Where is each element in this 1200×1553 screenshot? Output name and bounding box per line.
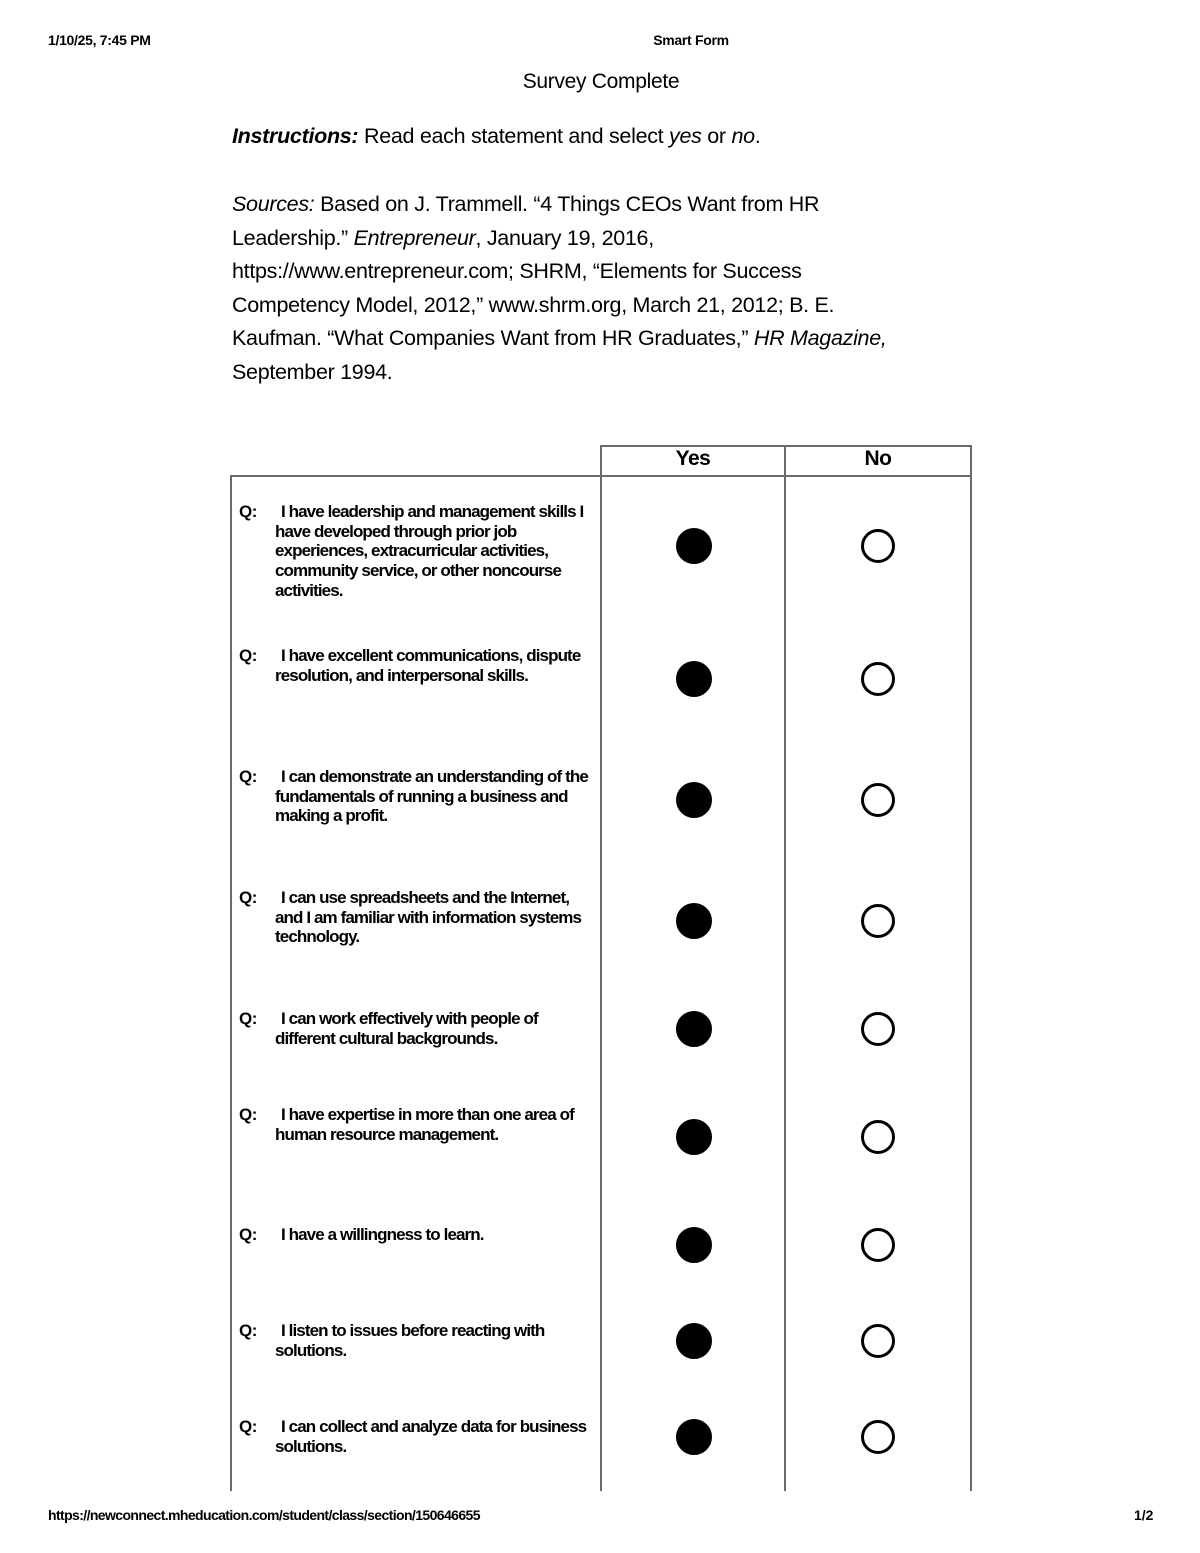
- print-datetime: 1/10/25, 7:45 PM: [48, 32, 151, 48]
- question-text: I have a willingness to learn.: [281, 1225, 484, 1244]
- instructions-mid: or: [701, 124, 732, 148]
- sources-line: Leadership.”: [232, 225, 348, 250]
- radio-yes[interactable]: [676, 903, 712, 939]
- sources-line: Competency Model, 2012,” www.shrm.org, March 21, 2012; B. E.: [232, 292, 835, 317]
- question-prefix: Q:: [239, 1417, 257, 1436]
- table-line: [600, 445, 602, 1491]
- sources-journal: Entrepreneur: [353, 225, 476, 250]
- radio-yes[interactable]: [676, 661, 712, 697]
- column-header-yes: Yes: [675, 447, 711, 470]
- page-title: Survey Complete: [522, 70, 680, 93]
- question-prefix: Q:: [239, 502, 257, 521]
- radio-no[interactable]: [861, 662, 895, 696]
- radio-no[interactable]: [861, 1228, 895, 1262]
- question-text: I have leadership and management skills I have developed through prior job experiences, extracurricular activities, community service, or other noncourse activities.: [275, 502, 584, 600]
- instructions-text: Read each statement and select: [358, 124, 670, 148]
- radio-no[interactable]: [861, 1120, 895, 1154]
- sources-journal: HR Magazine,: [753, 326, 887, 350]
- radio-yes[interactable]: [676, 1227, 712, 1263]
- sources-line: September 1994.: [232, 359, 393, 384]
- question-prefix: Q:: [239, 767, 257, 786]
- question-prefix: Q:: [239, 1009, 257, 1028]
- question-prefix: Q:: [239, 1105, 257, 1124]
- radio-no[interactable]: [861, 529, 895, 563]
- table-line: [970, 445, 972, 1491]
- instructions: [232, 124, 992, 149]
- radio-yes[interactable]: [676, 782, 712, 818]
- print-url: https://newconnect.mheducation.com/student/class/section/150646655: [48, 1507, 480, 1523]
- radio-yes[interactable]: [676, 1419, 712, 1455]
- question-text: I listen to issues before reacting with solutions.: [275, 1321, 545, 1360]
- column-header-no: No: [864, 447, 892, 470]
- instructions-no: no: [731, 124, 755, 148]
- question-text: I can use spreadsheets and the Internet, and I am familiar with information systems technology.: [275, 888, 582, 947]
- instructions-label: Instructions:: [232, 124, 359, 148]
- question-prefix: Q:: [239, 1225, 257, 1244]
- question-text: I can collect and analyze data for business solutions.: [275, 1417, 587, 1456]
- sources-line: , January 19, 2016,: [475, 225, 654, 250]
- sources-line: Based on J. Trammell. “4 Things CEOs Want from HR: [314, 192, 820, 216]
- sources-line: https://www.entrepreneur.com; SHRM, “Elements for Success: [232, 259, 802, 283]
- question-prefix: Q:: [239, 888, 257, 907]
- instructions-end: .: [754, 124, 761, 148]
- table-line: [230, 475, 232, 1491]
- question-text: I have expertise in more than one area of human resource management.: [275, 1105, 574, 1144]
- radio-no[interactable]: [861, 1420, 895, 1454]
- question-prefix: Q:: [239, 646, 257, 665]
- radio-yes[interactable]: [676, 1119, 712, 1155]
- sources: [232, 188, 982, 389]
- table-line: [784, 445, 786, 1491]
- question-prefix: Q:: [239, 1321, 257, 1340]
- radio-yes[interactable]: [676, 1323, 712, 1359]
- radio-yes[interactable]: [676, 528, 712, 564]
- question-text: I can demonstrate an understanding of the fundamentals of running a business and making a profit.: [275, 767, 588, 826]
- sources-line: Kaufman. “What Companies Want from HR Graduates,”: [232, 326, 754, 350]
- radio-no[interactable]: [861, 904, 895, 938]
- radio-no[interactable]: [861, 1324, 895, 1358]
- sources-label: Sources:: [232, 192, 315, 216]
- radio-no[interactable]: [861, 1012, 895, 1046]
- print-page-title: Smart Form: [653, 32, 729, 48]
- radio-yes[interactable]: [676, 1011, 712, 1047]
- survey-table: [230, 445, 972, 1491]
- instructions-yes: yes: [669, 124, 702, 148]
- print-page-number: 1/2: [1134, 1507, 1154, 1523]
- radio-no[interactable]: [861, 783, 895, 817]
- question-text: I can work effectively with people of different cultural backgrounds.: [275, 1009, 538, 1048]
- question-text: I have excellent communications, dispute resolution, and interpersonal skills.: [275, 646, 581, 685]
